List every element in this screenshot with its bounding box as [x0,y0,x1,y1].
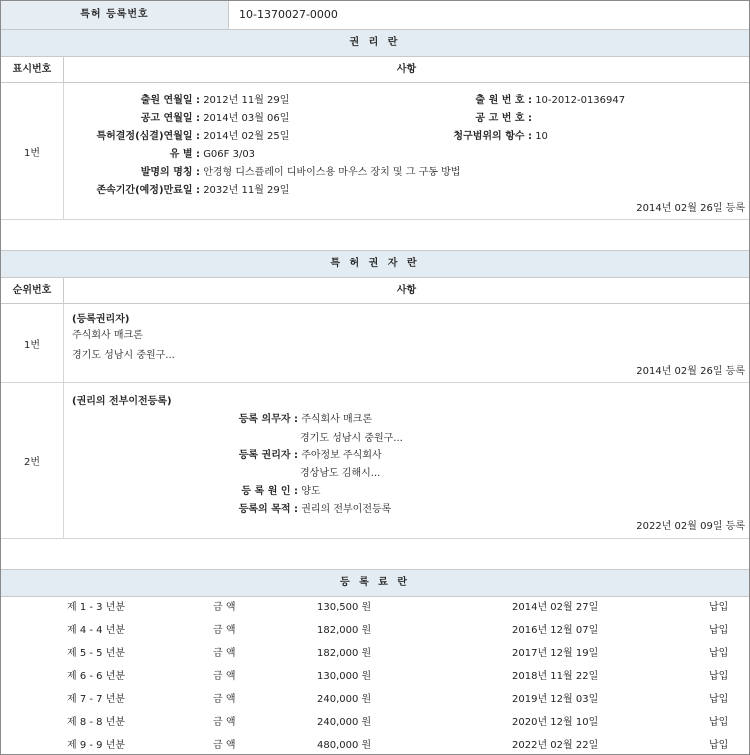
fee-paid-date: 2018년 11월 22일 [512,671,599,682]
obligor-label: 등록 의무자 : [238,414,298,425]
transfer-heading: (권리의 전부이전등록) [72,396,172,407]
cause-value: 양도 [301,486,321,497]
fee-status: 납입 [709,602,729,613]
fee-row [1,688,749,711]
rights-entry-body [64,83,749,219]
fee-amount: 182,000 원 [317,648,372,659]
fee-amount-label: 금 액 [213,740,236,751]
holder-address-1: 경기도 성남시 중원구... [72,350,175,361]
fee-paid-date: 2022년 02월 22일 [512,740,599,751]
fee-status: 납입 [709,671,729,682]
content-header: 사항 [396,64,417,75]
classification-label: 유 별 : [169,149,200,160]
registration-obligor [164,410,372,425]
rights-section-title: 권 리 란 [1,29,749,57]
holder-name-1: 주식회사 매크론 [72,330,143,341]
classification [64,145,255,160]
holder-entry-row-1 [1,304,749,383]
holder-registration-date-1: 2014년 02월 26일 등록 [636,366,745,377]
transfer-registration-date: 2022년 02월 09일 등록 [636,521,745,532]
publication-date [64,109,289,124]
fee-amount: 130,000 원 [317,671,372,682]
fee-period: 제 8 - 8 년분 [67,717,126,728]
claims-count-value: 10 [535,131,548,142]
fee-paid-date: 2017년 12월 19일 [512,648,599,659]
invention-title-label: 발명의 명칭 : [140,167,200,178]
holder-value: 주아정보 주식회사 [301,450,382,461]
fee-row [1,665,749,688]
rank-number-header: 순위번호 [1,278,64,303]
cause-label: 등 록 원 인 : [241,486,298,497]
fee-row [1,734,749,755]
obligor-value: 주식회사 매크론 [301,414,372,425]
holder-content-header: 사항 [396,285,417,296]
fee-period: 제 1 - 3 년분 [67,602,126,613]
holder-label: 등록 권리자 : [238,450,298,461]
holder-column-header [1,278,749,304]
purpose-label: 등록의 목적 : [238,504,298,515]
fee-row [1,711,749,734]
fee-paid-date: 2014년 02월 27일 [512,602,599,613]
registration-purpose [164,500,391,515]
invention-title [64,163,460,178]
publication-number-label: 공 고 번 호 : [475,113,532,124]
holder-heading-1: (등록권리자) [72,314,130,325]
publication-date-label: 공고 연월일 : [140,113,200,124]
registration-cause [164,482,321,497]
registration-holder [164,446,382,461]
holder-section-title: 특 허 권 자 란 [1,250,749,278]
fee-paid-date: 2020년 12월 10일 [512,717,599,728]
application-number-value: 10-2012-0136947 [535,95,626,106]
fee-section-title: 등 록 료 란 [1,569,749,597]
holder-entry-body-2 [64,383,749,538]
registration-number-row [1,1,749,30]
holder-entry-number-1: 1번 [1,304,64,382]
expiry-date-value: 2032년 11월 29일 [203,185,290,196]
fee-row [1,642,749,665]
fee-period: 제 7 - 7 년분 [67,694,126,705]
application-number-label: 출 원 번 호 : [475,95,532,106]
fee-status: 납입 [709,694,729,705]
fee-period: 제 5 - 5 년분 [67,648,126,659]
fee-amount-label: 금 액 [213,648,236,659]
fee-status: 납입 [709,648,729,659]
expiry-date-label: 존속기간(예정)만료일 : [96,185,200,196]
fee-period: 제 6 - 6 년분 [67,671,126,682]
holder-address: 경상남도 김해시... [300,468,381,479]
fee-amount-label: 금 액 [213,694,236,705]
decision-date-label: 특허결정(심결)연월일 : [96,131,200,142]
invention-title-value: 안경형 디스플레이 디바이스용 마우스 장치 및 그 구동 방법 [203,167,461,178]
decision-date [64,127,289,142]
claims-count [404,127,548,142]
application-date-label: 출원 연월일 : [140,95,200,106]
fee-row [1,596,749,619]
holder-entry-number-2: 2번 [1,383,64,538]
fee-paid-date: 2016년 12월 07일 [512,625,599,636]
fee-paid-date: 2019년 12월 03일 [512,694,599,705]
purpose-value: 권리의 전부이전등록 [301,504,392,515]
fee-row [1,619,749,642]
fee-period: 제 9 - 9 년분 [67,740,126,751]
rights-column-header [1,57,749,83]
rights-entry-number: 1번 [1,83,64,219]
fee-amount: 480,000 원 [317,740,372,751]
classification-value: G06F 3/03 [203,149,256,160]
fee-period: 제 4 - 4 년분 [67,625,126,636]
rights-entry-row [1,83,749,220]
holder-entry-row-2 [1,383,749,539]
application-number [404,91,625,106]
registration-number-value: 10-1370027-0000 [239,8,338,21]
application-date [64,91,289,106]
fee-amount-label: 금 액 [213,625,236,636]
fee-amount: 240,000 원 [317,717,372,728]
publication-number [404,109,532,124]
fee-amount: 240,000 원 [317,694,372,705]
fee-amount-label: 금 액 [213,717,236,728]
fee-amount: 130,500 원 [317,602,372,613]
fee-status: 납입 [709,740,729,751]
holder-entry-body-1 [64,304,749,382]
claims-count-label: 청구범위의 항수 : [453,131,532,142]
registration-number-label: 특허 등록번호 [1,1,229,29]
rights-registration-date: 2014년 02월 26일 등록 [636,203,745,214]
expiry-date [64,181,289,196]
fee-amount-label: 금 액 [213,671,236,682]
fee-amount: 182,000 원 [317,625,372,636]
fee-status: 납입 [709,625,729,636]
decision-date-value: 2014년 02월 25일 [203,131,290,142]
obligor-address: 경기도 성남시 중원구... [300,433,403,444]
fee-status: 납입 [709,717,729,728]
fee-amount-label: 금 액 [213,602,236,613]
display-number-header: 표시번호 [1,57,64,82]
application-date-value: 2012년 11월 29일 [203,95,290,106]
publication-date-value: 2014년 03월 06일 [203,113,290,124]
